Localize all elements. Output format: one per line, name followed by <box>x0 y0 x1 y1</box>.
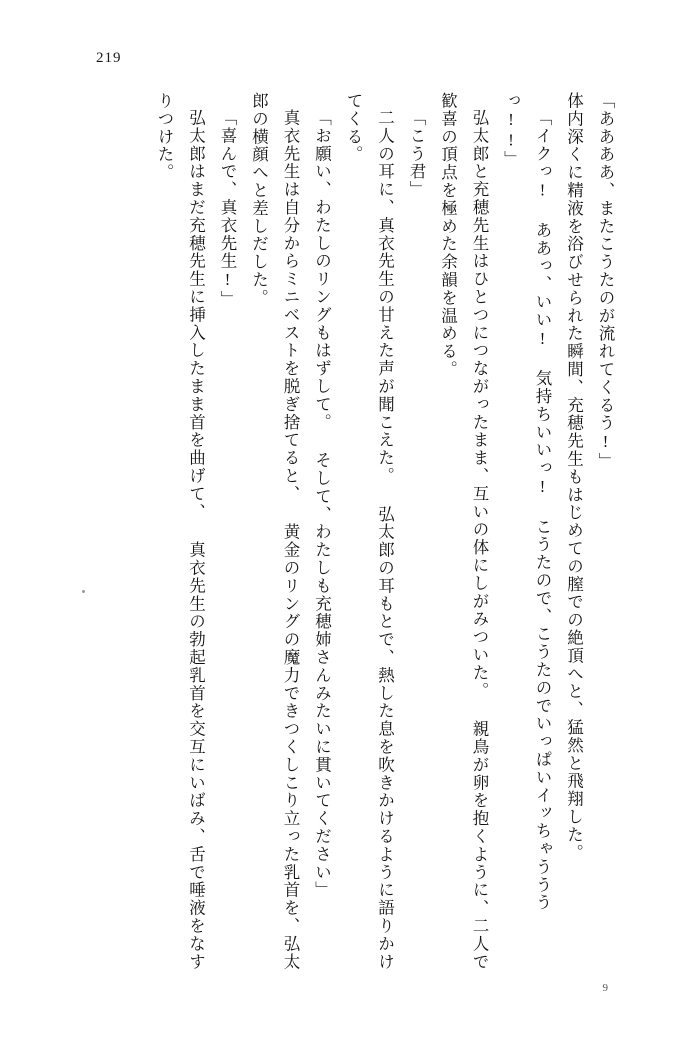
paragraph: 弘太郎はまだ充穂先生に挿入したまま首を曲げて、 真衣先生の勃起乳首を交互にいばみ、舌で唾液をなすりつけた。 <box>155 92 206 971</box>
paragraph: 「お願い、わたしのリングもはずして。 そして、わたしも充穂姉さんみたいに貫いてください」 <box>312 108 332 899</box>
paragraph: 「ああああ、またこうたのが流れてくるう!」 <box>596 92 615 471</box>
vertical-text-body <box>74 92 621 972</box>
paragraph: 弘太郎と充穂先生はひとつにつながったまま、互いの体にしがみついた。 親鳥が卵を抱くように、二人で歓喜の頂点を極めた余韻を温める。 <box>438 92 489 971</box>
paragraph: 「イクっ! ああっ、いい! 気持ちいいっ! こうたので、こうたのでいっぱいイッちゃうううっ!!」 <box>501 92 552 912</box>
page-number: 219 <box>96 50 122 66</box>
paragraph: 真衣先生は自分からミニベストを脱ぎ捨てると、 黄金のリングの魔力できつくしこり立った乳首を、弘太郎の横顔へと差しだした。 <box>249 92 300 971</box>
margin-dot <box>82 590 85 593</box>
paragraph: 「喜んで、真衣先生!」 <box>218 108 237 308</box>
paragraph: 二人の耳に、真衣先生の甘えた声が聞こえた。 弘太郎の耳もとで、熱した息を吹きかけるように語りかけてくる。 <box>344 92 395 971</box>
paragraph: 「こう君」 <box>407 108 426 198</box>
footer-mark: 9 <box>602 982 609 994</box>
paragraph: 体内深くに精液を浴びせられた瞬間、充穂先生もはじめての膣での絶頂へと、猛然と飛翔した。 <box>564 92 584 862</box>
